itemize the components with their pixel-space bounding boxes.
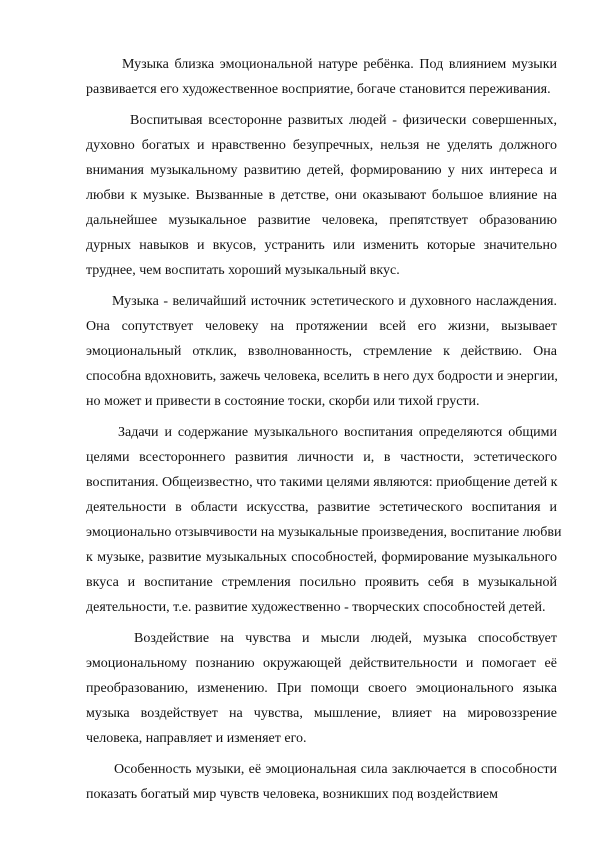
text-line: Особенность музыки, её эмоциональная сила заключается в способности (114, 762, 557, 777)
text-line: Музыка - величайший источник эстетического и духовного наслаждения. (112, 294, 557, 309)
text-line: развивается его художественное восприятие, богаче становится переживания. (86, 82, 551, 97)
text-line: труднее, чем воспитать хороший музыкальный вкус. (86, 263, 400, 278)
text-line: способна вдохновить, зажечь человека, вселить в него дух бодрости и энергии, (86, 369, 558, 384)
text-line: эмоционально отзывчивости на музыкальные произведения, воспитание любви (86, 525, 562, 540)
text-line: Задачи и содержание музыкального воспитания определяются общими (118, 425, 557, 440)
text-line: деятельности, т.е. развитие художественно - творческих способностей детей. (86, 600, 546, 615)
text-line: Она сопутствует человеку на протяжении всей его жизни, вызывает (86, 319, 557, 334)
text-line: преобразованию, изменению. При помощи своего эмоционального языка (86, 681, 557, 696)
paragraph (86, 420, 562, 620)
document-body (86, 52, 562, 813)
paragraph (86, 289, 557, 414)
paragraph (86, 757, 557, 807)
paragraph (86, 108, 557, 283)
text-line: целями всестороннего развития личности и, в частности, эстетического (86, 450, 557, 465)
text-line: человека, направляет и изменяет его. (86, 731, 307, 746)
text-line: эмоциональный отклик, взволнованность, стремление к действию. Она (86, 344, 557, 359)
text-line: Музыка близка эмоциональной натуре ребёнка. Под влиянием музыки (122, 57, 557, 72)
text-line: к музыке, развитие музыкальных способностей, формирование музыкального (86, 550, 557, 565)
text-line: дальнейшее музыкальное развитие человека, препятствует образованию (86, 213, 557, 228)
text-line: эмоциональному познанию окружающей действительности и помогает её (86, 656, 557, 671)
text-line: но может и привести в состояние тоски, скорби или тихой грусти. (86, 394, 480, 409)
text-line: духовно богатых и нравственно безупречных, нельзя не уделять должного (86, 138, 557, 153)
paragraph (86, 626, 557, 751)
text-line: деятельности в области искусства, развитие эстетического воспитания и (86, 500, 557, 515)
text-line: Воспитывая всесторонне развитых людей - физически совершенных, (130, 113, 557, 128)
paragraph (86, 52, 557, 102)
text-line: показать богатый мир чувств человека, возникших под воздействием (86, 787, 499, 802)
text-line: любви к музыке. Вызванные в детстве, они оказывают большое влияние на (86, 188, 557, 203)
text-line: вкуса и воспитание стремления посильно проявить себя в музыкальной (86, 575, 557, 590)
text-line: воспитания. Общеизвестно, что такими целями являются: приобщение детей к (86, 475, 558, 490)
text-line: Воздействие на чувства и мысли людей, музыка способствует (134, 631, 557, 646)
text-line: музыка воздействует на чувства, мышление, влияет на мировоззрение (86, 706, 557, 721)
text-line: дурных навыков и вкусов, устранить или изменить которые значительно (86, 238, 557, 253)
text-line: внимания музыкальному развитию детей, формированию у них интереса и (86, 163, 557, 178)
